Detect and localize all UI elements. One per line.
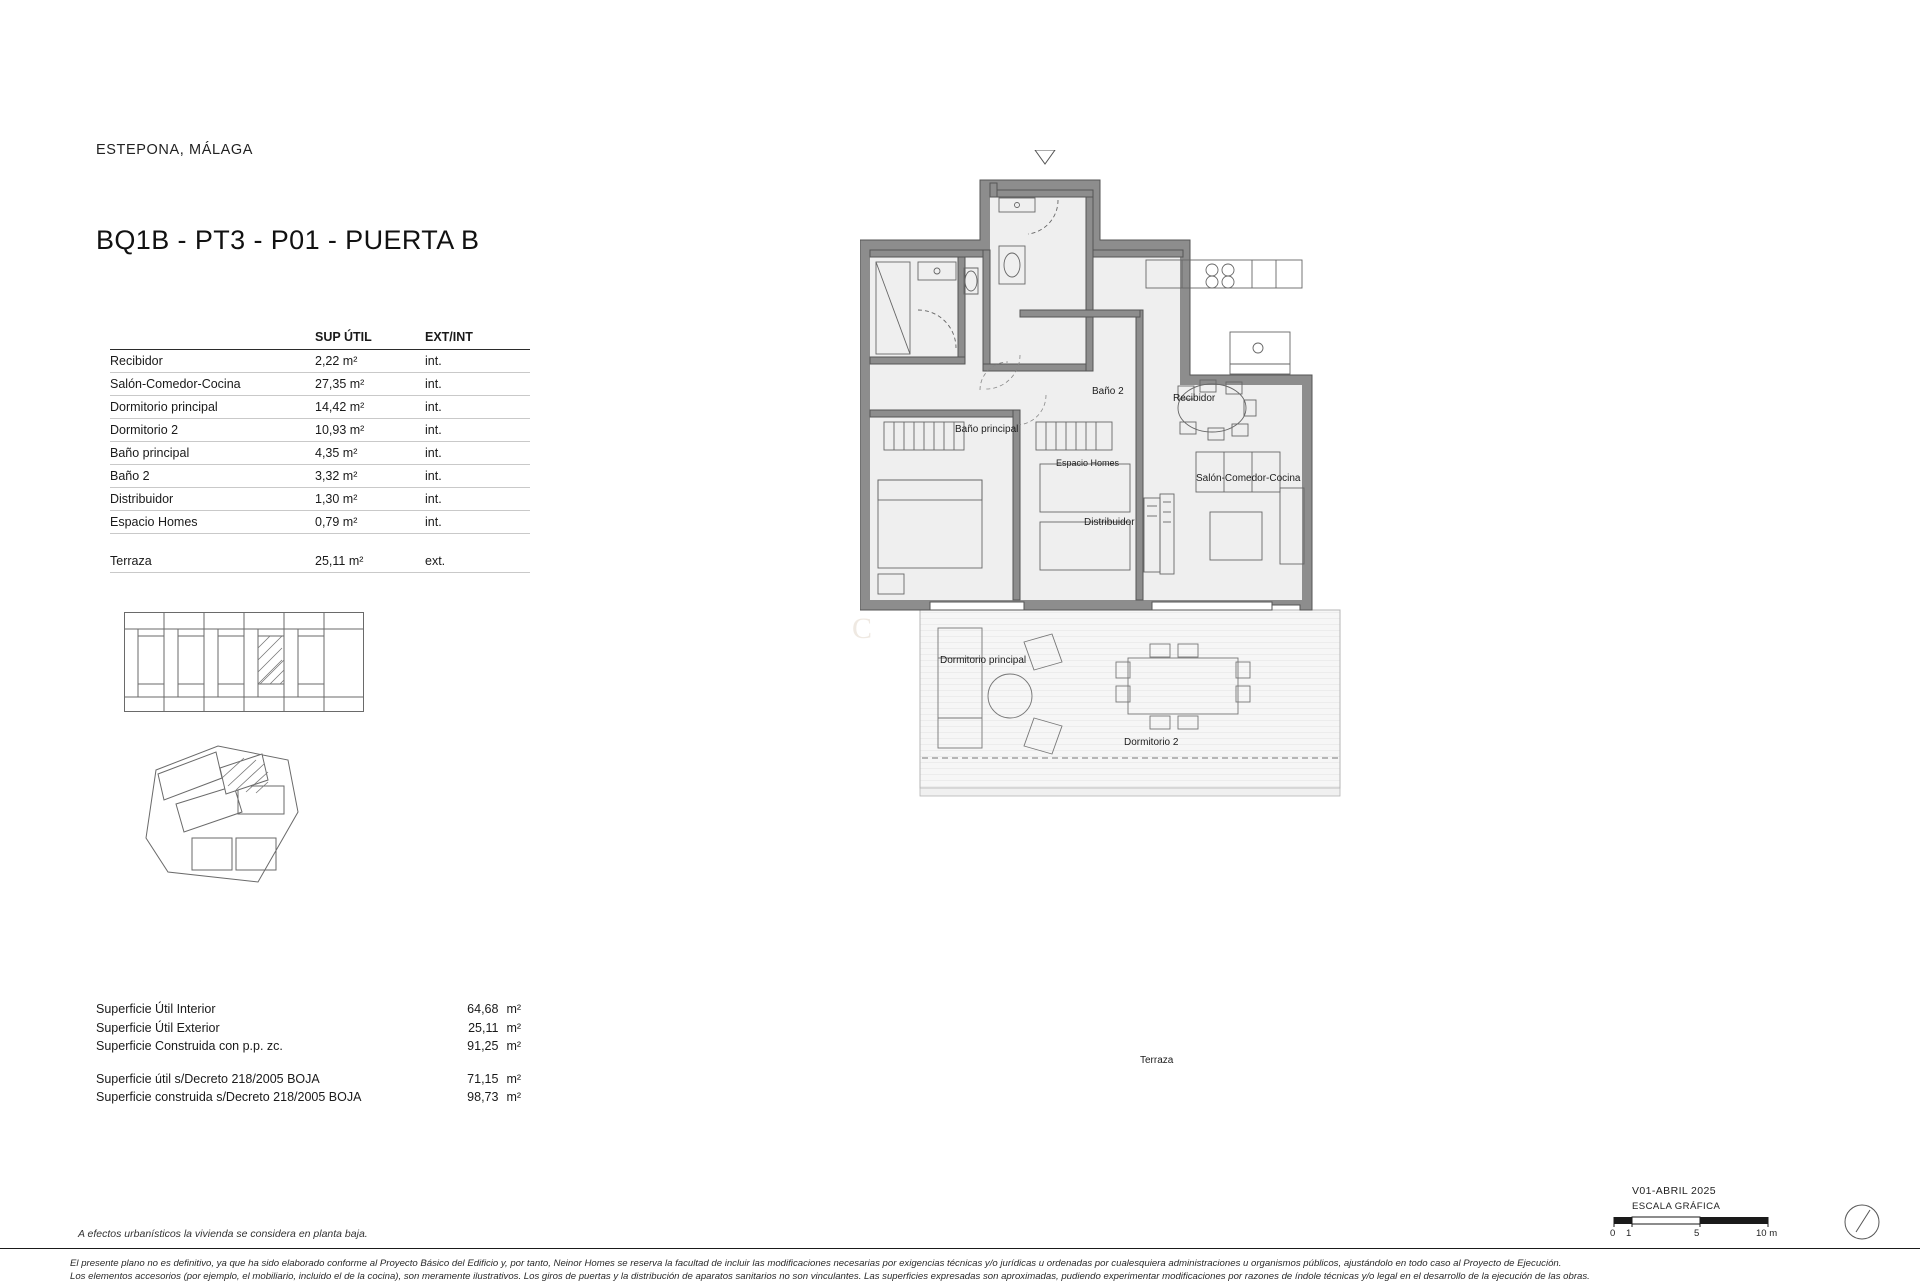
summary-gap <box>96 1056 546 1070</box>
room-type: int. <box>425 400 515 414</box>
label-dormitorio-principal: Dormitorio principal <box>940 655 1026 666</box>
label-distribuidor: Distribuidor <box>1084 517 1135 528</box>
highlighted-unit <box>258 636 284 684</box>
scale-tick-0: 0 <box>1610 1228 1615 1239</box>
surface-summary <box>96 1000 546 1107</box>
room-type: int. <box>425 377 515 391</box>
label-bano-principal: Baño principal <box>955 424 1018 435</box>
label-espacio-homes: Espacio Homes <box>1056 458 1119 468</box>
table-row <box>110 419 530 442</box>
room-type: ext. <box>425 554 515 568</box>
table-row-terrace <box>110 550 530 573</box>
room-area: 10,93 m² <box>315 423 425 437</box>
room-name: Dormitorio 2 <box>110 423 315 437</box>
summary-label: Superficie Útil Exterior <box>96 1019 437 1038</box>
table-row <box>110 350 530 373</box>
room-type: int. <box>425 354 515 368</box>
revision-version: V01-ABRIL 2025 <box>1632 1185 1720 1197</box>
room-area: 25,11 m² <box>315 554 425 568</box>
label-dormitorio-2: Dormitorio 2 <box>1124 737 1178 748</box>
urban-footnote: A efectos urbanísticos la vivienda se considera en planta baja. <box>78 1228 368 1240</box>
areas-header-surface: SUP ÚTIL <box>315 330 425 344</box>
room-type: int. <box>425 446 515 460</box>
summary-unit: m² <box>498 1088 546 1107</box>
room-name: Recibidor <box>110 354 315 368</box>
room-name: Baño principal <box>110 446 315 460</box>
revision-block <box>1632 1185 1720 1212</box>
areas-header-type: EXT/INT <box>425 330 515 344</box>
room-name: Terraza <box>110 554 315 568</box>
table-row <box>110 373 530 396</box>
label-salon-comedor-cocina: Salón-Comedor-Cocina <box>1196 473 1301 484</box>
room-area: 4,35 m² <box>315 446 425 460</box>
table-row <box>110 511 530 534</box>
table-row <box>110 396 530 419</box>
table-row <box>110 442 530 465</box>
scale-caption: ESCALA GRÁFICA <box>1632 1201 1720 1212</box>
legal-line-2: Los elementos accesorios (por ejemplo, el mobiliario, incluido el de la cocina), son meramente ilustrativos. Los giros de puertas y la distribución de aparatos sanitarios no son vinculantes. Las superficies expresadas son aproximadas, pudiendo experimentar modificaciones por razones de índole técnicas y/o legal en el desarrollo de la ejecución de las obras. <box>70 1271 1860 1283</box>
room-area: 14,42 m² <box>315 400 425 414</box>
legal-disclaimer <box>70 1258 1860 1283</box>
page-title: BQ1B - PT3 - P01 - PUERTA B <box>96 225 479 256</box>
footer-divider <box>0 1248 1920 1249</box>
watermark: C <box>852 612 872 646</box>
areas-table <box>110 330 530 573</box>
label-recibidor: Recibidor <box>1173 393 1215 404</box>
summary-row <box>96 1019 546 1038</box>
summary-value: 91,25 <box>437 1037 498 1056</box>
floor-plan-drawing <box>860 150 1500 850</box>
summary-row <box>96 1070 546 1089</box>
summary-value: 64,68 <box>437 1000 498 1019</box>
summary-label: Superficie Construida con p.p. zc. <box>96 1037 437 1056</box>
table-row <box>110 465 530 488</box>
summary-unit: m² <box>498 1000 546 1019</box>
site-key-plan <box>138 742 338 887</box>
summary-row <box>96 1088 546 1107</box>
room-area: 3,32 m² <box>315 469 425 483</box>
summary-value: 98,73 <box>437 1088 498 1107</box>
block-key-plan <box>124 612 364 712</box>
table-spacer <box>110 534 530 544</box>
scale-tick-10: 10 m <box>1756 1228 1777 1239</box>
label-bano-2: Baño 2 <box>1092 386 1124 397</box>
areas-header-name <box>110 330 315 344</box>
room-area: 27,35 m² <box>315 377 425 391</box>
summary-label: Superficie útil s/Decreto 218/2005 BOJA <box>96 1070 437 1089</box>
summary-value: 71,15 <box>437 1070 498 1089</box>
room-type: int. <box>425 492 515 506</box>
room-area: 2,22 m² <box>315 354 425 368</box>
summary-unit: m² <box>498 1070 546 1089</box>
room-name: Distribuidor <box>110 492 315 506</box>
summary-row <box>96 1037 546 1056</box>
room-name: Baño 2 <box>110 469 315 483</box>
room-area: 1,30 m² <box>315 492 425 506</box>
project-location: ESTEPONA, MÁLAGA <box>96 142 253 158</box>
areas-table-header <box>110 330 530 350</box>
summary-value: 25,11 <box>437 1019 498 1038</box>
room-type: int. <box>425 515 515 529</box>
table-row <box>110 488 530 511</box>
room-name: Salón-Comedor-Cocina <box>110 377 315 391</box>
scale-tick-5: 5 <box>1694 1228 1699 1239</box>
summary-row <box>96 1000 546 1019</box>
room-type: int. <box>425 423 515 437</box>
room-name: Espacio Homes <box>110 515 315 529</box>
label-terraza: Terraza <box>1140 1055 1173 1066</box>
room-area: 0,79 m² <box>315 515 425 529</box>
legal-line-1: El presente plano no es definitivo, ya que ha sido elaborado conforme al Proyecto Básico del Edificio y, por tanto, Neinor Homes se reserva la facultad de incluir las modificaciones necesarias por exigencias técnicas y/o jurídicas u ordenadas por cualesquiera administraciones u organismos públicos, ajustándolo en todo caso al Proyecto de Ejecución. <box>70 1258 1860 1271</box>
summary-unit: m² <box>498 1037 546 1056</box>
scale-tick-1: 1 <box>1626 1228 1631 1239</box>
north-arrow <box>1840 1200 1884 1249</box>
summary-label: Superficie construida s/Decreto 218/2005 BOJA <box>96 1088 437 1107</box>
terrace-area <box>920 610 1340 796</box>
room-name: Dormitorio principal <box>110 400 315 414</box>
summary-label: Superficie Útil Interior <box>96 1000 437 1019</box>
room-type: int. <box>425 469 515 483</box>
entrance-arrow <box>1035 150 1055 164</box>
summary-unit: m² <box>498 1019 546 1038</box>
